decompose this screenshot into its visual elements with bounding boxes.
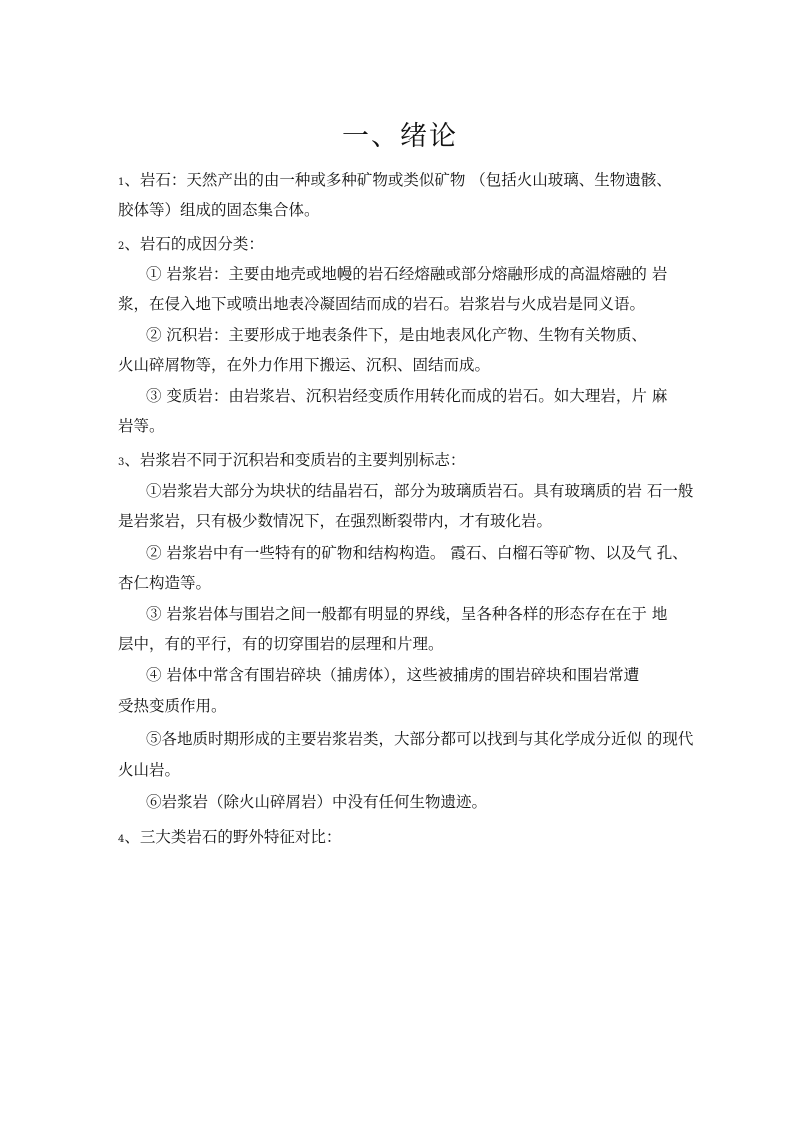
list-item-line: ② 沉积岩：主要形成于地表条件下，是由地表风化产物、生物有关物质、 bbox=[146, 326, 647, 344]
list-item-line: 是岩浆岩，只有极少数情况下，在强烈断裂带内，才有玻化岩。 bbox=[118, 512, 553, 530]
section-text: 、岩浆岩不同于沉积岩和变质岩的主要判别标志： bbox=[124, 451, 466, 469]
list-item-line: 浆，在侵入地下或喷出地表冷凝固结而成的岩石。岩浆岩与火成岩是同义语。 bbox=[118, 295, 646, 313]
list-item-line: ①岩浆岩大部分为块状的结晶岩石，部分为玻璃质岩石。具有玻璃质的岩 石一般 bbox=[146, 482, 694, 500]
section-text: 、岩石的成因分类： bbox=[124, 235, 264, 253]
section-number: 2 bbox=[118, 241, 125, 252]
list-item-line: ③ 岩浆岩体与围岩之间一般都有明显的界线，呈各种各样的形态存在在于 地 bbox=[146, 605, 668, 623]
list-item-line: ⑥岩浆岩（除火山碎屑岩）中没有任何生物遗迹。 bbox=[146, 793, 488, 811]
section-number: 1 bbox=[118, 177, 125, 188]
section-3-heading bbox=[118, 450, 465, 473]
list-item-line: ① 岩浆岩：主要由地壳或地幔的岩石经熔融或部分熔融形成的高温熔融的 岩 bbox=[146, 265, 668, 283]
section-1-line-1 bbox=[118, 170, 672, 193]
page-title: 一、绪论 bbox=[342, 121, 458, 152]
section-text: 、三大类岩石的野外特征对比： bbox=[124, 828, 342, 846]
list-item-line: 火山岩。 bbox=[118, 761, 181, 779]
section-2-heading bbox=[118, 234, 264, 257]
list-item-line: 层中，有的平行，有的切穿围岩的层理和片理。 bbox=[118, 635, 444, 653]
list-item-line: ⑤各地质时期形成的主要岩浆岩类，大部分都可以找到与其化学成分近似 的现代 bbox=[146, 730, 694, 748]
section-1-line-2: 胶体等）组成的固态集合体。 bbox=[118, 201, 320, 219]
section-number: 3 bbox=[118, 457, 125, 468]
list-item-line: ④ 岩体中常含有围岩碎块（捕虏体），这些被捕虏的围岩碎块和围岩常遭 bbox=[146, 666, 640, 684]
list-item-line: 岩等。 bbox=[118, 417, 165, 435]
list-item-line: 杏仁构造等。 bbox=[118, 574, 212, 592]
list-item-line: ③ 变质岩：由岩浆岩、沉积岩经变质作用转化而成的岩石。如大理岩，片 麻 bbox=[146, 387, 668, 405]
section-text: 、岩石：天然产出的由一种或多种矿物或类似矿物 （包括火山玻璃、生物遗骸、 bbox=[124, 171, 672, 189]
section-number: 4 bbox=[118, 834, 125, 845]
list-item-line: ② 岩浆岩中有一些特有的矿物和结构构造。 霞石、白榴石等矿物、以及气 孔、 bbox=[146, 544, 688, 562]
list-item-line: 受热变质作用。 bbox=[118, 697, 227, 715]
list-item-line: 火山碎屑物等，在外力作用下搬运、沉积、固结而成。 bbox=[118, 356, 491, 374]
section-4-heading bbox=[118, 827, 341, 850]
